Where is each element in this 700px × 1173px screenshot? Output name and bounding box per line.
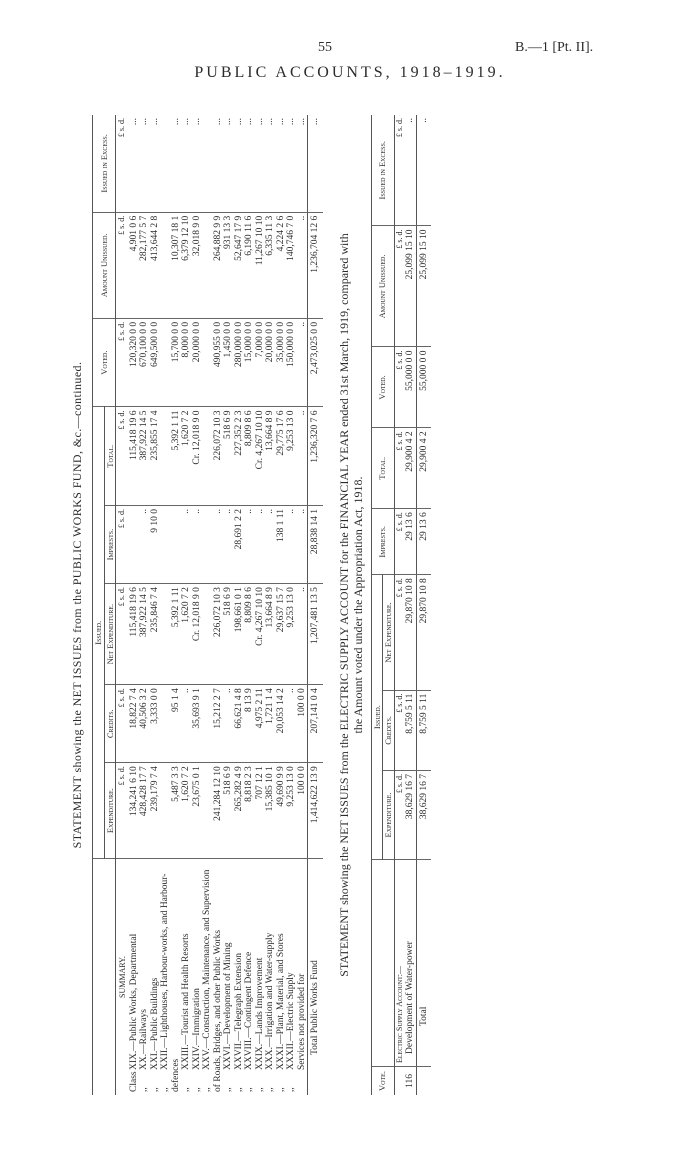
exc-cell: ... <box>150 115 161 212</box>
voted-cell: 20,000 0 0 <box>192 318 203 407</box>
class-name: —Immigration <box>191 988 202 1046</box>
total-header: Total. <box>104 407 116 506</box>
class-number: XXV. <box>202 1048 212 1070</box>
credits-cell: 8,759 5 11 <box>405 690 416 770</box>
vote-number: 116 <box>405 1074 415 1088</box>
exp-cell: 707 12 1 <box>255 763 266 859</box>
row-label <box>139 859 150 1096</box>
imp-cell <box>160 506 181 584</box>
class-number: XXIX. <box>254 1043 265 1070</box>
total-label: Total <box>416 860 431 1067</box>
expenditure-cell: 38,629 16 7 <box>405 770 416 859</box>
class-prefix: ,, <box>254 1087 265 1092</box>
imprests-cell: 29 13 6 <box>405 509 416 575</box>
exc-cell: ... <box>297 115 308 212</box>
units-cell: £ s. d. <box>116 212 129 318</box>
total-total: 29,900 4 2 <box>416 428 431 509</box>
tot-cell: 5,392 1 11 <box>160 407 181 506</box>
table-row <box>405 115 416 1095</box>
unis-cell: 10,307 18 1 <box>160 212 181 318</box>
cr-cell: 100 0 0 <box>297 685 308 763</box>
cr-cell: 66,621 4 8 <box>234 685 245 763</box>
unis-cell: 4,224 2 6 <box>276 212 287 318</box>
units-cell: £ s. d. <box>394 226 405 347</box>
tot-cell: 518 6 9 <box>223 407 234 506</box>
table-row <box>223 115 234 1095</box>
total-expenditure: 1,414,622 13 9 <box>308 763 323 859</box>
exp-cell: 518 6 9 <box>223 763 234 859</box>
page-number: 55 <box>318 40 332 55</box>
class-name: —Public Buildings <box>149 977 160 1051</box>
exp-cell: 9,253 13 0 <box>286 763 297 859</box>
net-cell: 29,637 15 7 <box>276 584 287 685</box>
total-net-expenditure: 1,207,481 13 5 <box>308 584 323 685</box>
units-cell: £ s. d. <box>394 428 405 509</box>
exc-cell: ... <box>181 115 192 212</box>
table-row <box>129 115 140 1095</box>
net-cell: 1,620 7 2 <box>181 584 192 685</box>
class-prefix: ,, <box>149 1087 160 1092</box>
class-name: —Public Works, Departmental <box>128 933 139 1051</box>
page-title: PUBLIC ACCOUNTS, 1918–1919. <box>194 64 506 81</box>
units-cell: £ s. d. <box>394 770 405 859</box>
net-expenditure-cell: 29,870 10 8 <box>405 575 416 690</box>
issued-header: Issued. <box>371 575 383 860</box>
units-cell: £ s. d. <box>394 347 405 428</box>
statement2-title-line2: the Amount voted under the Appropriation Act, 1918. <box>350 476 365 734</box>
voted-cell: 55,000 0 0 <box>405 347 416 428</box>
row-label <box>150 859 161 1096</box>
row-label <box>286 859 297 1096</box>
class-prefix: ,, <box>233 1087 244 1092</box>
exc-cell: ... <box>129 115 140 212</box>
cr-cell: 3,333 0 0 <box>150 685 161 763</box>
class-prefix: ,, <box>191 1087 202 1092</box>
total-net-expenditure: 29,870 10 8 <box>416 575 431 690</box>
table-row <box>265 115 276 1095</box>
net-expenditure-header: Net Expenditure. <box>104 584 116 685</box>
units-cell: £ s. d. <box>116 685 129 763</box>
unis-cell: 4,901 0 6 <box>129 212 140 318</box>
voted-header: Voted. <box>371 347 394 428</box>
unis-cell: 32,018 9 0 <box>192 212 203 318</box>
imp-cell: .. <box>297 506 308 584</box>
units-cell: £ s. d. <box>394 115 405 226</box>
row-label <box>234 859 245 1096</box>
exp-cell: 5,487 3 3 <box>160 763 181 859</box>
excess-cell: .. <box>405 115 416 226</box>
total-header: Total. <box>371 428 394 509</box>
class-prefix: ,, <box>202 1087 212 1092</box>
imp-cell: 28,691 2 2 <box>234 506 245 584</box>
unis-cell: 282,177 5 7 <box>139 212 150 318</box>
class-prefix: ,, <box>223 1087 233 1092</box>
voted-cell: 150,000 0 0 <box>286 318 297 407</box>
row-label <box>265 859 276 1096</box>
class-prefix: ,, <box>286 1087 296 1092</box>
class-name: —Lighthouses, Harbour-works, and Harbour-defences <box>160 873 181 1092</box>
total-credits: 207,141 0 4 <box>308 685 323 763</box>
net-cell: 226,072 10 3 <box>202 584 223 685</box>
net-cell: 518 6 9 <box>223 584 234 685</box>
class-prefix: Class <box>128 1071 139 1092</box>
issued-in-excess-header: Issued in Excess. <box>93 115 116 212</box>
class-prefix: ,, <box>181 1087 191 1092</box>
unis-cell: 140,746 7 0 <box>286 212 297 318</box>
cr-cell: .. <box>181 685 192 763</box>
net-cell: 198,661 0 1 <box>234 584 245 685</box>
tot-cell: .. <box>297 407 308 506</box>
imp-cell: .. <box>181 506 192 584</box>
issued-in-excess-header: Issued in Excess. <box>371 115 394 226</box>
statement2 <box>337 115 432 1095</box>
amount-unissued-header: Amount Unissued. <box>371 226 394 347</box>
units-cell: £ s. d. <box>116 407 129 506</box>
cr-cell: 1,721 1 4 <box>265 685 276 763</box>
credits-header: Credits. <box>383 690 395 770</box>
total-row <box>416 115 431 1095</box>
class-number: XXX. <box>265 1047 275 1070</box>
tot-cell: Cr. 4,267 10 10 <box>255 407 266 506</box>
units-cell: £ s. d. <box>116 584 129 685</box>
imp-cell: 138 1 11 <box>276 506 287 584</box>
total-unissued: 1,236,704 12 6 <box>308 212 323 318</box>
tot-cell: Cr. 12,018 9 0 <box>192 407 203 506</box>
voted-cell: 20,000 0 0 <box>265 318 276 407</box>
expenditure-header: Expenditure. <box>383 770 395 859</box>
amount-unissued-header: Amount Unissued. <box>93 212 116 318</box>
exp-cell: 428,428 17 7 <box>139 763 150 859</box>
class-number: XX. <box>139 1053 149 1070</box>
class-name: —Construction, Maintenance, and Supervision of Roads, Bridges, and other Public Works <box>202 869 223 1092</box>
net-cell: Cr. 12,018 9 0 <box>192 584 203 685</box>
imprests-header: Imprests. <box>371 509 394 575</box>
class-number: XXXII. <box>286 1040 296 1070</box>
total-excess: ... <box>308 115 323 212</box>
exp-cell: 239,179 7 4 <box>150 763 161 859</box>
voted-cell: .. <box>297 318 308 407</box>
cr-cell: 40,506 3 2 <box>139 685 150 763</box>
unis-cell: 931 13 3 <box>223 212 234 318</box>
table-row <box>202 115 223 1095</box>
unis-cell: 264,882 9 9 <box>202 212 223 318</box>
imp-cell: .. <box>192 506 203 584</box>
imp-cell: .. <box>223 506 234 584</box>
unis-cell: 413,644 2 8 <box>150 212 161 318</box>
tot-cell: 227,352 2 3 <box>234 407 245 506</box>
table-row <box>150 115 161 1095</box>
row-label <box>202 859 223 1096</box>
class-prefix: ,, <box>139 1087 149 1092</box>
table-row <box>181 115 192 1095</box>
tot-cell: 9,253 13 0 <box>286 407 297 506</box>
document-reference: B.—1 [Pt. II]. <box>515 40 594 55</box>
exp-cell: 241,284 12 10 <box>202 763 223 859</box>
row-label <box>255 859 266 1096</box>
cr-cell: .. <box>286 685 297 763</box>
class-name: —Lands Improvement <box>254 957 265 1044</box>
total-label: Total Public Works Fund <box>308 859 323 1096</box>
table-row <box>234 115 245 1095</box>
units-row <box>116 115 129 1095</box>
total-total: 1,236,320 7 6 <box>308 407 323 506</box>
row-label <box>181 859 192 1096</box>
voted-header: Voted. <box>93 318 116 407</box>
row-label <box>129 859 140 1096</box>
total-excess: .. <box>416 115 431 226</box>
exc-cell: ... <box>192 115 203 212</box>
page-header <box>0 0 700 120</box>
exc-cell: ... <box>202 115 223 212</box>
total-expenditure: 38,629 16 7 <box>416 770 431 859</box>
cr-cell: 35,693 9 1 <box>192 685 203 763</box>
table-row <box>192 115 203 1095</box>
class-number: XIX. <box>128 1050 139 1070</box>
voted-cell: 670,100 0 0 <box>139 318 150 407</box>
class-name: —Plant, Material, and Stores <box>275 933 286 1044</box>
units-cell: £ s. d. <box>394 575 405 690</box>
units-cell: £ s. d. <box>116 763 129 859</box>
unis-cell: 6,190 11 6 <box>244 212 255 318</box>
row-label: Development of Water-power <box>405 860 416 1067</box>
table-row <box>160 115 181 1095</box>
imp-cell: 9 10 0 <box>150 506 161 584</box>
class-prefix: ,, <box>275 1087 286 1092</box>
voted-cell: 7,000 0 0 <box>255 318 266 407</box>
total-unissued: 25,099 15 10 <box>416 226 431 347</box>
cr-cell: 8 13 9 <box>244 685 255 763</box>
row-label <box>244 859 255 1096</box>
voted-cell: 280,000 0 0 <box>234 318 245 407</box>
cr-cell: 15,212 2 7 <box>202 685 223 763</box>
units-cell: £ s. d. <box>116 318 129 407</box>
unis-cell: 6,335 11 3 <box>265 212 276 318</box>
total-voted: 2,473,025 0 0 <box>308 318 323 407</box>
blank-cell <box>394 1067 405 1096</box>
total-cell: 29,900 4 2 <box>405 428 416 509</box>
class-number: XXII. <box>160 1047 170 1070</box>
total-row <box>308 115 323 1095</box>
summary-label: SUMMARY. <box>118 956 127 998</box>
blank-cell <box>416 1067 431 1096</box>
account-label: Electric Supply Account:— <box>394 860 405 1067</box>
row-label <box>297 859 308 1096</box>
net-cell: 235,846 7 4 <box>150 584 161 685</box>
cr-cell: 95 1 4 <box>160 685 181 763</box>
exp-cell: 100 0 0 <box>297 763 308 859</box>
class-number: XXIII. <box>181 1044 191 1070</box>
cr-cell: 20,053 14 2 <box>276 685 287 763</box>
imp-cell <box>129 506 140 584</box>
vote-header: Vote. <box>371 1067 394 1096</box>
units-cell: £ s. d. <box>116 115 129 212</box>
exp-cell: 49,690 9 9 <box>276 763 287 859</box>
rotated-content <box>70 115 570 1095</box>
tot-cell: 235,855 17 4 <box>150 407 161 506</box>
voted-cell: 649,500 0 0 <box>150 318 161 407</box>
cr-cell: .. <box>223 685 234 763</box>
voted-cell: 15,000 0 0 <box>244 318 255 407</box>
net-cell: 115,418 19 6 <box>129 584 140 685</box>
class-number: XXVII. <box>233 1040 244 1070</box>
unis-cell: 6,379 12 10 <box>181 212 192 318</box>
net-cell: Cr. 4,267 10 10 <box>255 584 266 685</box>
exc-cell: ... <box>139 115 150 212</box>
net-cell: 8,809 8 6 <box>244 584 255 685</box>
total-credits: 8,759 5 11 <box>416 690 431 770</box>
imprests-header: Imprests. <box>104 506 116 584</box>
imp-cell: .. <box>244 506 255 584</box>
total-voted: 55,000 0 0 <box>416 347 431 428</box>
table-row <box>286 115 297 1095</box>
unis-cell: 11,267 10 10 <box>255 212 266 318</box>
blank-header <box>371 860 394 1067</box>
net-cell: .. <box>297 584 308 685</box>
tot-cell: 13,664 8 9 <box>265 407 276 506</box>
row-label <box>276 859 287 1096</box>
tot-cell: 29,775 17 6 <box>276 407 287 506</box>
exc-cell: ... <box>160 115 181 212</box>
electric-supply-table <box>371 115 432 1095</box>
exc-cell: ... <box>276 115 287 212</box>
net-cell: 13,664 8 9 <box>265 584 276 685</box>
statement2-title-line1: STATEMENT showing the NET ISSUES from the ELECTRIC SUPPLY ACCOUNT for the FINANCIAL YEAR ended 31st March, 1919, compared with <box>336 233 351 977</box>
table-row <box>276 115 287 1095</box>
unissued-cell: 25,099 15 10 <box>405 226 416 347</box>
exp-cell: 23,675 0 1 <box>192 763 203 859</box>
exp-cell: 265,282 4 9 <box>234 763 245 859</box>
voted-cell: 8,000 0 0 <box>181 318 192 407</box>
class-name: —Contingent Defence <box>244 951 254 1038</box>
units-row <box>394 115 405 1095</box>
class-number: XXIV. <box>191 1045 202 1070</box>
cr-cell: 4,975 2 11 <box>255 685 266 763</box>
exp-cell: 134,241 6 10 <box>129 763 140 859</box>
row-label <box>192 859 203 1096</box>
net-cell: 9,253 13 0 <box>286 584 297 685</box>
class-name: —Electric Supply <box>286 972 296 1041</box>
tot-cell: 115,418 19 6 <box>129 407 140 506</box>
tot-cell: 1,620 7 2 <box>181 407 192 506</box>
table-row <box>255 115 266 1095</box>
total-imprests: 28,838 14 1 <box>308 506 323 584</box>
row-label <box>223 859 234 1096</box>
exc-cell: ... <box>255 115 266 212</box>
issued-header: Issued. <box>93 407 105 859</box>
class-name: —Railways <box>139 1009 149 1054</box>
exc-cell: ... <box>234 115 245 212</box>
net-cell: 5,392 1 11 <box>160 584 181 685</box>
exp-cell: 1,620 7 2 <box>181 763 192 859</box>
net-expenditure-header: Net Expenditure. <box>383 575 395 690</box>
imp-cell: .. <box>139 506 150 584</box>
voted-cell: 1,450 0 0 <box>223 318 234 407</box>
class-prefix: ,, <box>265 1087 275 1092</box>
exc-cell: ... <box>223 115 234 212</box>
class-name: —Irrigation and Water-supply <box>265 932 275 1048</box>
class-prefix: ,, <box>160 1087 170 1092</box>
class-name: —Telegraph Extension <box>233 952 244 1041</box>
cr-cell: 18,822 7 4 <box>129 685 140 763</box>
blank-header <box>93 859 116 1096</box>
table-row <box>297 115 308 1095</box>
class-number: XXVI. <box>223 1043 233 1070</box>
table-row <box>139 115 150 1095</box>
imp-cell: .. <box>202 506 223 584</box>
exc-cell: ... <box>286 115 297 212</box>
voted-cell: 120,320 0 0 <box>129 318 140 407</box>
exp-cell: 15,385 10 1 <box>265 763 276 859</box>
unis-cell: 52,647 17 9 <box>234 212 245 318</box>
imp-cell: .. <box>265 506 276 584</box>
class-name: —Tourist and Health Resorts <box>181 933 191 1045</box>
total-imprests: 29 13 6 <box>416 509 431 575</box>
table-row <box>244 115 255 1095</box>
public-works-summary-table <box>92 115 323 1095</box>
exc-cell: ... <box>265 115 276 212</box>
row-label <box>160 859 181 1096</box>
credits-header: Credits. <box>104 685 116 763</box>
tot-cell: 226,072 10 3 <box>202 407 223 506</box>
class-number: XXVIII. <box>244 1037 254 1070</box>
exp-cell: 8,818 2 3 <box>244 763 255 859</box>
class-name: —Development of Mining <box>223 942 233 1044</box>
unis-cell: .. <box>297 212 308 318</box>
expenditure-header: Expenditure. <box>104 763 116 859</box>
voted-cell: 35,000 0 0 <box>276 318 287 407</box>
imp-cell: .. <box>286 506 297 584</box>
tot-cell: 8,809 8 6 <box>244 407 255 506</box>
voted-cell: 15,700 0 0 <box>160 318 181 407</box>
units-cell: £ s. d. <box>394 509 405 575</box>
units-cell: £ s. d. <box>394 690 405 770</box>
net-cell: 387,922 14 5 <box>139 584 150 685</box>
class-number: XXXI. <box>275 1043 286 1070</box>
imp-cell: .. <box>255 506 266 584</box>
exc-cell: ... <box>244 115 255 212</box>
class-number: XXI. <box>149 1050 160 1070</box>
voted-cell: 490,955 0 0 <box>202 318 223 407</box>
tot-cell: 387,922 14 5 <box>139 407 150 506</box>
class-prefix: ,, <box>244 1087 254 1092</box>
class-name: Services not provided for <box>296 973 307 1070</box>
units-cell: £ s. d. <box>116 506 129 584</box>
statement1-title: STATEMENT showing the NET ISSUES from the PUBLIC WORKS FUND, &c.—continued. <box>70 361 84 849</box>
